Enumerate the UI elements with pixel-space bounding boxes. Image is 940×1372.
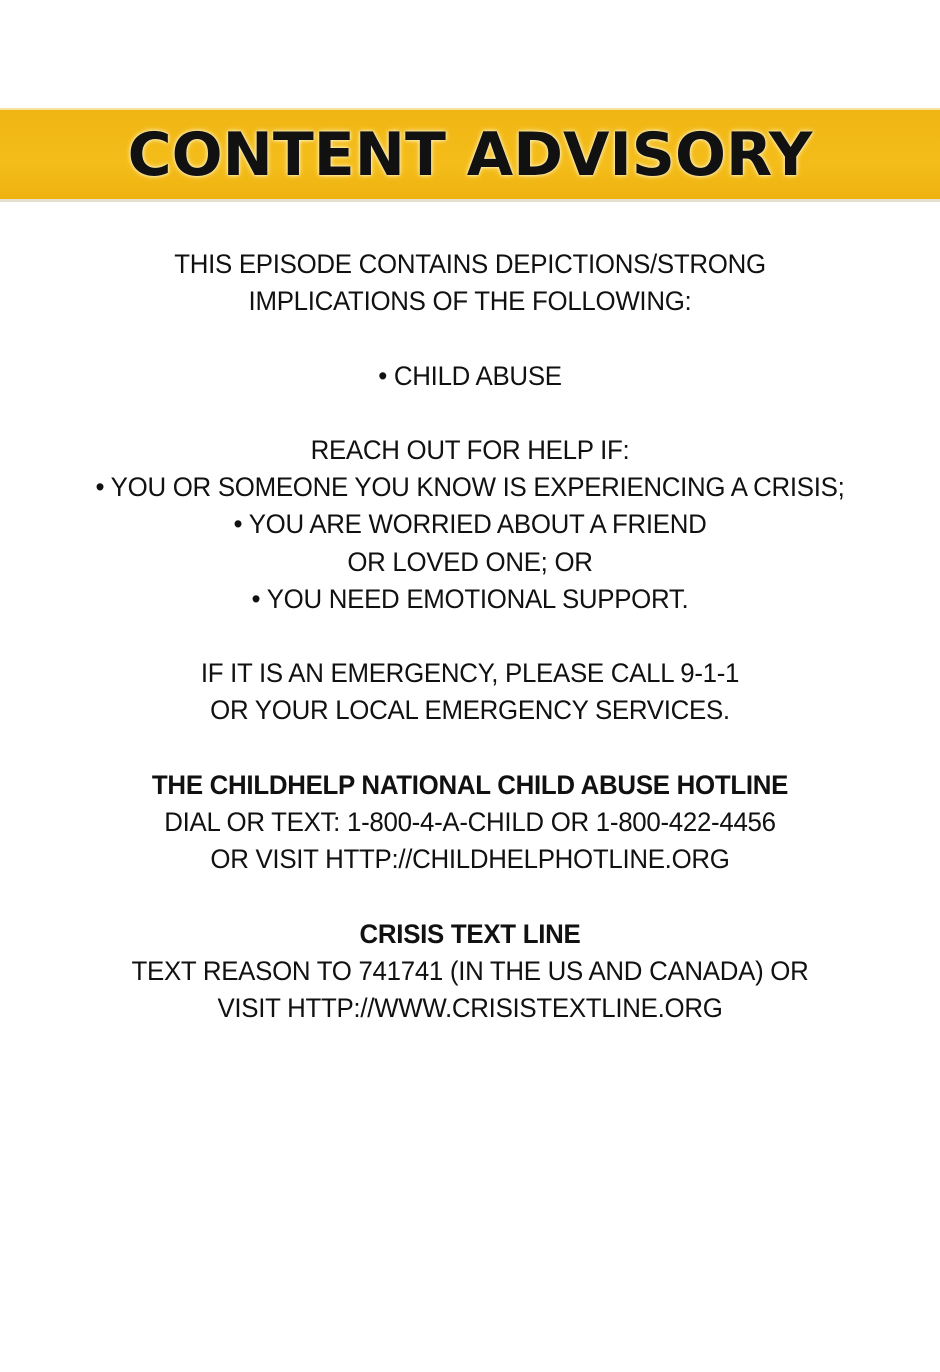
crisis-line-2: VISIT HTTP://WWW.CRISISTEXTLINE.ORG xyxy=(217,992,723,1023)
help-item-3: • YOU NEED EMOTIONAL SUPPORT. xyxy=(251,583,689,614)
help-item-2b: OR LOVED ONE; OR xyxy=(347,546,593,577)
topic-item: • CHILD ABUSE xyxy=(378,360,562,391)
childhelp-line-2: OR VISIT HTTP://CHILDHELPHOTLINE.ORG xyxy=(210,844,730,875)
advisory-content xyxy=(0,246,940,1027)
spacer xyxy=(0,395,940,432)
help-item-2a: • YOU ARE WORRIED ABOUT A FRIEND xyxy=(233,509,707,540)
emergency-line-1: IF IT IS AN EMERGENCY, PLEASE CALL 9-1-1 xyxy=(200,658,740,689)
help-heading: REACH OUT FOR HELP IF: xyxy=(310,434,630,465)
childhelp-title: THE CHILDHELP NATIONAL CHILD ABUSE HOTLINE xyxy=(151,769,789,800)
help-item-1: • YOU OR SOMEONE YOU KNOW IS EXPERIENCING A CRISIS; xyxy=(95,472,845,503)
intro-line-1: THIS EPISODE CONTAINS DEPICTIONS/STRONG xyxy=(174,249,766,279)
spacer xyxy=(0,730,940,767)
spacer xyxy=(0,320,940,357)
crisis-title: CRISIS TEXT LINE xyxy=(359,918,581,949)
childhelp-line-1: DIAL OR TEXT: 1-800-4-A-CHILD OR 1-800-422-4456 xyxy=(164,806,776,837)
advisory-banner xyxy=(0,108,940,202)
crisis-line-1: TEXT REASON TO 741741 (IN THE US AND CANADA) OR xyxy=(131,955,809,986)
spacer xyxy=(0,878,940,915)
spacer xyxy=(0,618,940,655)
banner-title: CONTENT ADVISORY xyxy=(127,119,813,190)
emergency-line-2: OR YOUR LOCAL EMERGENCY SERVICES. xyxy=(210,695,730,726)
intro-line-2: IMPLICATIONS OF THE FOLLOWING: xyxy=(248,286,692,317)
